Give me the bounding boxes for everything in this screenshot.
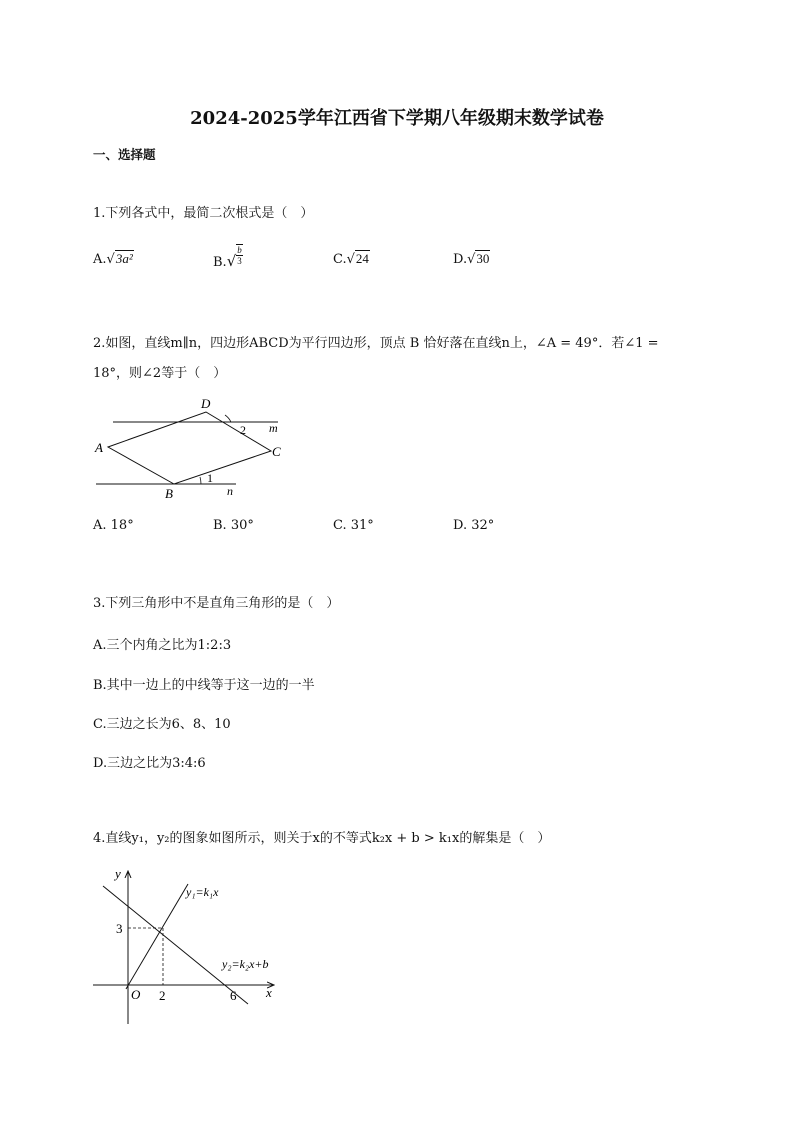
q1-option-d[interactable] [453, 250, 490, 267]
q2-parallelogram-figure [88, 395, 298, 505]
q4-linear-graph [88, 862, 288, 1032]
section-heading: 一、选择题 [93, 147, 156, 162]
tick-label-3: 3 [116, 921, 123, 936]
label-d: D [201, 396, 211, 411]
q3-option-c[interactable]: C.三边之长为6、8、10 [93, 717, 231, 732]
q1-option-b[interactable] [213, 244, 243, 270]
question-2-stem-line-2: 18°，则∠2等于（ ） [93, 366, 227, 381]
q2-option-d[interactable]: D. 32° [453, 518, 495, 533]
label-b: B [165, 486, 173, 501]
q1-option-c-label: C. [333, 252, 347, 267]
line-y1 [126, 884, 188, 989]
x-axis-label: x [266, 985, 272, 1000]
sqrt-icon: √ [226, 252, 237, 270]
q3-option-d[interactable]: D.三边之比为3:4:6 [93, 756, 206, 771]
q1-option-a-label: A. [93, 252, 107, 267]
q1-option-d-label: D. [453, 252, 468, 267]
line-y2-label: y₂=k₂x+b [222, 957, 269, 971]
y-axis-label: y [115, 866, 121, 881]
q1-option-b-numerator: b [237, 245, 242, 255]
parallelogram-abcd [108, 412, 271, 484]
origin-label: O [131, 987, 141, 1002]
q1-option-c[interactable] [333, 250, 370, 267]
angle-2-arc [225, 415, 231, 422]
sqrt-icon: √ [467, 252, 476, 267]
angle-1-arc [200, 477, 201, 484]
sqrt-icon: √ [346, 252, 355, 267]
line-y2 [103, 886, 248, 1004]
line-y1-label: y₁=k₁x [186, 885, 219, 899]
question-4-stem: 4.直线y₁，y₂的图象如图所示，则关于x的不等式k₂x + b > k₁x的解集是（ ） [93, 831, 551, 846]
label-n: n [227, 484, 233, 498]
q2-option-a[interactable]: A. 18° [93, 518, 134, 533]
q1-option-a[interactable] [93, 250, 134, 267]
q2-option-c[interactable]: C. 31° [333, 518, 374, 533]
q1-option-b-denominator: 3 [237, 256, 242, 266]
page-title: 2024-2025学年江西省下学期八年级期末数学试卷 [190, 108, 604, 129]
label-c: C [272, 444, 281, 459]
sqrt-icon: √ [106, 252, 115, 267]
tick-label-6: 6 [230, 988, 237, 1003]
q1-option-d-radicand: 30 [476, 251, 490, 266]
tick-label-2: 2 [159, 988, 166, 1003]
q3-option-b[interactable]: B.其中一边上的中线等于这一边的一半 [93, 678, 315, 693]
q1-option-a-radicand: 3a² [115, 251, 133, 266]
q1-option-b-fraction [236, 244, 243, 266]
q1-option-b-label: B. [213, 255, 227, 270]
label-m: m [269, 421, 278, 435]
question-3-stem: 3.下列三角形中不是直角三角形的是（ ） [93, 596, 340, 611]
label-angle-2: 2 [240, 423, 246, 437]
label-angle-1: 1 [207, 471, 213, 485]
question-2-stem-line-1: 2.如图，直线m∥n，四边形ABCD为平行四边形，顶点 B 恰好落在直线n上，∠A = 49°．若∠1 = [93, 336, 659, 351]
label-a: A [95, 440, 103, 455]
question-1-stem: 1.下列各式中，最简二次根式是（ ） [93, 206, 314, 221]
q2-option-b[interactable]: B. 30° [213, 518, 254, 533]
q1-option-c-radicand: 24 [355, 251, 369, 266]
q3-option-a[interactable]: A.三个内角之比为1:2:3 [93, 638, 232, 653]
